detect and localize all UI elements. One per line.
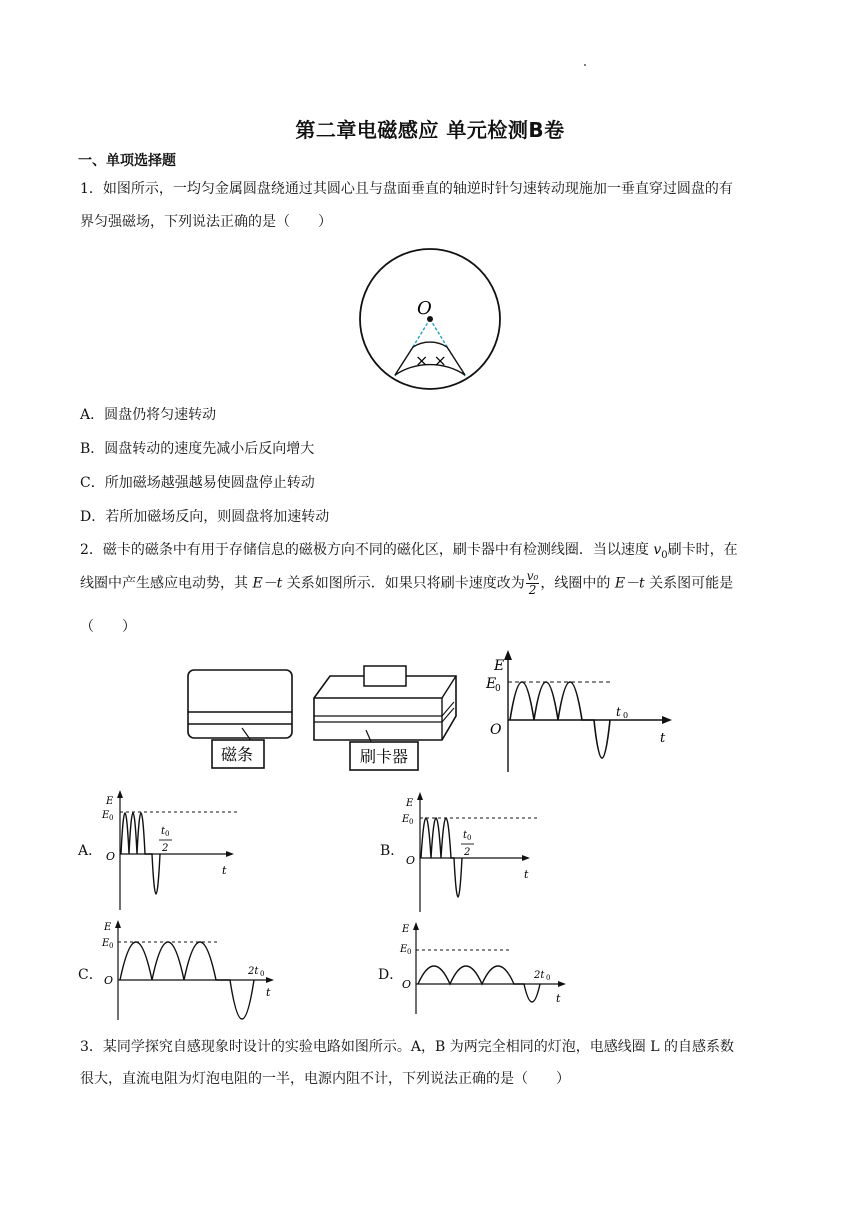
reader-head xyxy=(364,666,406,686)
svg-text:E: E xyxy=(106,796,114,807)
q2-option-c-graph xyxy=(100,916,280,1026)
svg-text:0: 0 xyxy=(109,814,114,822)
e0-label: E xyxy=(486,676,497,692)
q2-speed-fraction xyxy=(526,570,540,597)
t0-label: t xyxy=(616,705,621,719)
e-axis-label: E xyxy=(494,658,505,674)
q2-option-b-graph xyxy=(400,786,540,916)
q2-velocity-symbol: v xyxy=(653,542,662,558)
q2-line2-part4: 关系图可能是 xyxy=(644,575,734,592)
option-d-mark: 2t xyxy=(534,970,545,981)
svg-text:E: E xyxy=(406,798,414,809)
svg-text:t: t xyxy=(524,868,529,881)
option-b-mark: 2 xyxy=(464,847,471,858)
q1-option-c: C．所加磁场越强越易使圆盘停止转动 xyxy=(80,475,315,491)
q1-text-line1: 1．如图所示，一均匀金属圆盘绕通过其圆心且与盘面垂直的轴逆时针匀速转动现施加一垂直穿过圆盘的有 xyxy=(80,181,733,197)
disk-center-label: O xyxy=(417,298,432,319)
q1-disk-figure xyxy=(355,244,505,394)
page-title: 第二章电磁感应 单元检测B卷 xyxy=(295,118,565,142)
svg-text:0: 0 xyxy=(546,974,551,982)
q2-option-d-graph xyxy=(398,918,578,1018)
q2-text-line2 xyxy=(80,570,733,597)
q1-option-b: B．圆盘转动的速度先减小后反向增大 xyxy=(80,441,315,457)
q2-option-d-label: D． xyxy=(378,967,404,983)
svg-text:0: 0 xyxy=(407,948,412,956)
t0-subscript: 0 xyxy=(623,711,629,720)
q2-line1-part2: 刷卡时，在 xyxy=(667,542,738,558)
q2-text-line1 xyxy=(80,540,738,566)
svg-text:E: E xyxy=(102,938,110,949)
q2-option-a-label: A． xyxy=(78,843,103,859)
svg-text:t: t xyxy=(266,986,271,999)
q3-text-line1: 3．某同学探究自感现象时设计的实验电路如图所示。A，B 为两完全相同的灯泡，电感线圈 L 的自感系数 xyxy=(80,1039,734,1055)
strip-label: 磁条 xyxy=(221,745,254,764)
svg-text:E: E xyxy=(400,944,408,955)
svg-text:0: 0 xyxy=(467,834,472,842)
q2-et-symbol-2: E－t xyxy=(614,575,645,592)
q2-original-et-graph xyxy=(482,648,682,778)
svg-text:t: t xyxy=(222,864,227,877)
q3-text-line2: 很大，直流电阻为灯泡电阻的一半，电源内阻不计，下列说法正确的是（ ） xyxy=(80,1071,570,1087)
reader-label: 刷卡器 xyxy=(360,747,409,766)
svg-text:t: t xyxy=(556,992,561,1005)
q2-line2-part2: 关系如图所示．如果只将刷卡速度改为 xyxy=(282,575,525,592)
fraction-denominator: 2 xyxy=(528,583,537,597)
t-axis-label: t xyxy=(660,731,666,746)
q2-option-a-graph xyxy=(100,784,240,914)
q1-text-line2: 界匀强磁场，下列说法正确的是（ ） xyxy=(80,214,332,230)
svg-text:O: O xyxy=(104,974,114,987)
origin-label: O xyxy=(490,722,502,738)
svg-text:E: E xyxy=(102,810,110,821)
q2-line1-part1: 2．磁卡的磁条中有用于存储信息的磁极方向不同的磁化区，刷卡器中有检测线圈．当以速度 xyxy=(80,542,654,558)
q1-option-a: A．圆盘仍将匀速转动 xyxy=(80,407,217,423)
svg-text:E: E xyxy=(104,922,112,933)
option-a-mark: 2 xyxy=(162,843,169,854)
svg-text:O: O xyxy=(106,850,116,863)
q2-velocity-subscript: 0 xyxy=(661,549,668,561)
header-dot xyxy=(584,64,586,66)
fraction-numerator: v₀ xyxy=(526,569,539,583)
q2-text-line3: （ ） xyxy=(80,619,136,635)
svg-text:0: 0 xyxy=(109,942,114,950)
section-heading: 一、单项选择题 xyxy=(78,153,176,169)
e0-subscript: 0 xyxy=(495,684,501,694)
svg-text:0: 0 xyxy=(260,970,265,978)
svg-text:0: 0 xyxy=(165,830,170,838)
option-c-mark: 2t xyxy=(248,966,259,977)
svg-text:E: E xyxy=(402,814,410,825)
svg-text:O: O xyxy=(406,854,416,867)
q2-option-b-label: B． xyxy=(380,843,405,859)
field-symbols: × × xyxy=(415,351,447,370)
q1-option-d: D．若所加磁场反向，则圆盘将加速转动 xyxy=(80,509,330,525)
svg-text:t: t xyxy=(161,826,166,837)
magnetic-card xyxy=(188,670,292,738)
q2-line2-part3: ，线圈中的 xyxy=(540,575,615,592)
q2-option-c-label: C． xyxy=(78,967,103,983)
q2-line2-part1: 线圈中产生感应电动势，其 xyxy=(80,575,253,592)
svg-text:t: t xyxy=(463,830,468,841)
q2-et-symbol: E－t xyxy=(252,575,283,592)
svg-text:E: E xyxy=(402,924,410,935)
svg-text:O: O xyxy=(402,978,412,991)
q2-card-reader-figure xyxy=(180,650,470,775)
svg-text:0: 0 xyxy=(409,818,414,826)
